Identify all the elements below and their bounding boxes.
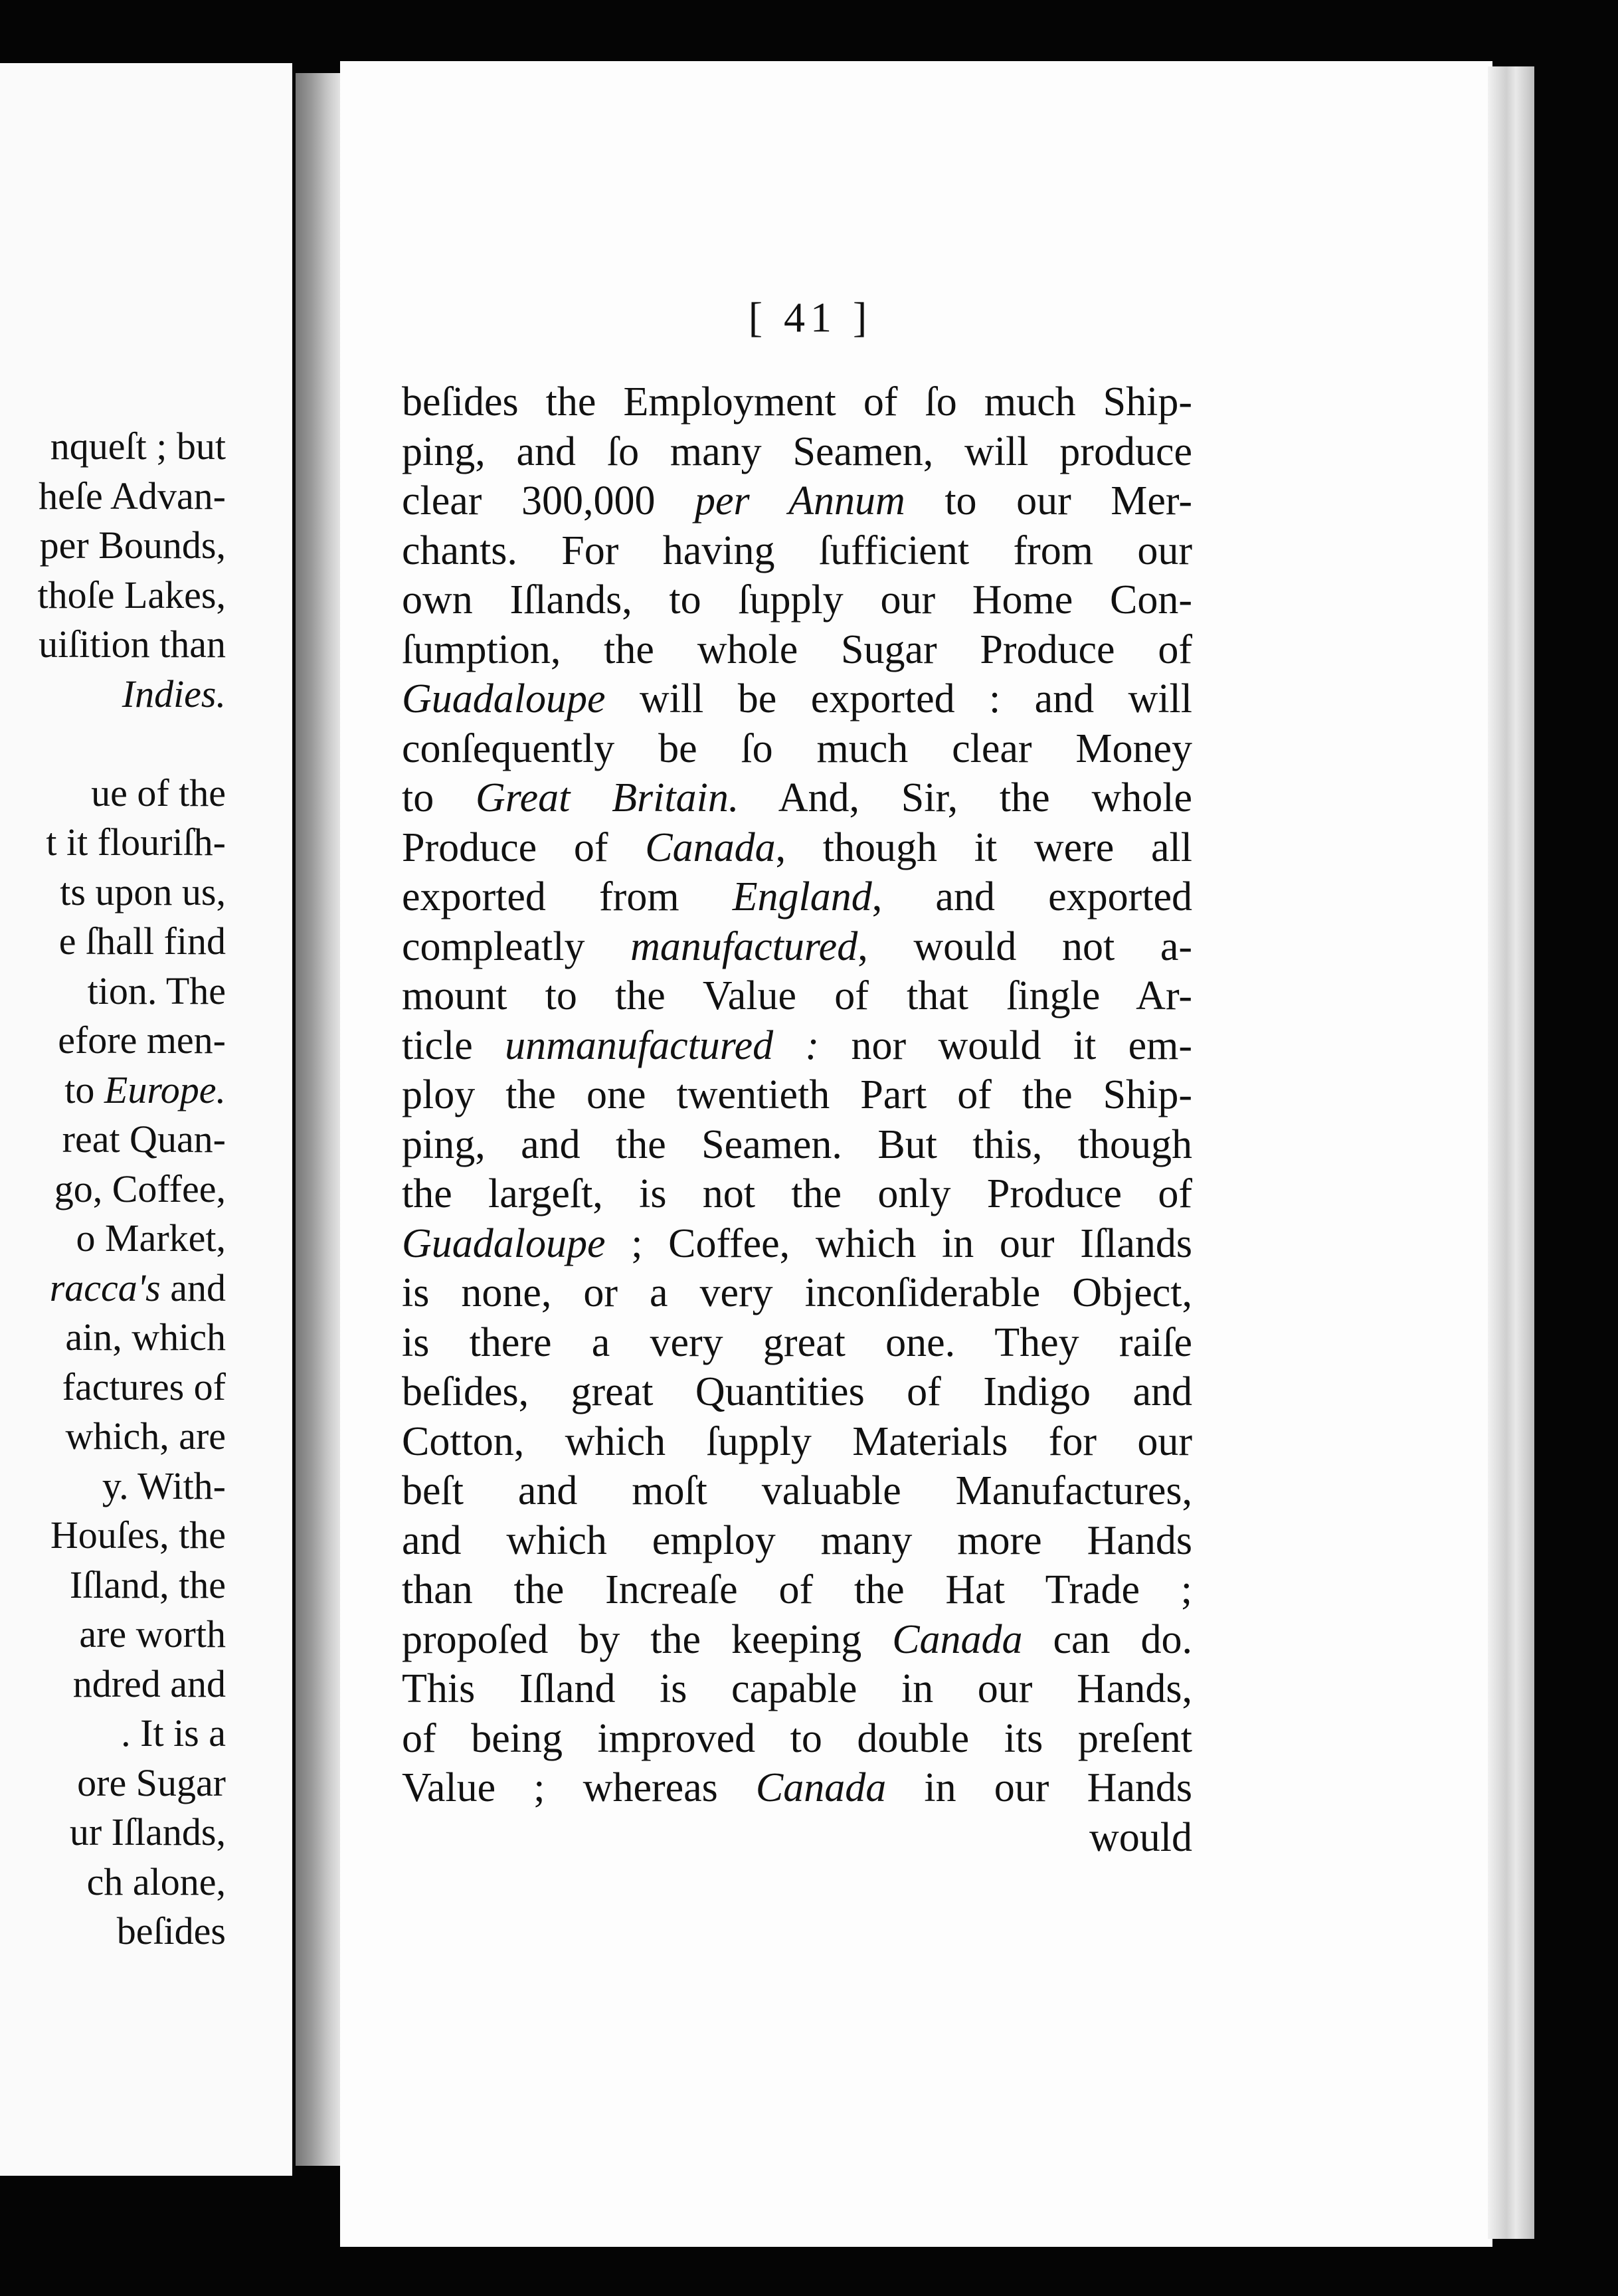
catchword: would [1089, 1814, 1192, 1860]
text-line: beſides the Employment of ſo much Ship- [402, 379, 1192, 425]
left-text-line: ndred and [72, 1662, 226, 1705]
text-line: clear 300,000 per Annum to our Mer- [402, 478, 1192, 524]
text-line: propoſed by the keeping Canada can do. [402, 1616, 1192, 1662]
left-text-line: ch alone, [86, 1860, 226, 1903]
left-text-line: are worth [79, 1612, 226, 1656]
left-text-line: ur Iſlands, [69, 1810, 226, 1854]
page-edges [1488, 66, 1534, 2239]
left-text-line: nqueſt ; but [50, 425, 226, 468]
text-line: and which employ many more Hands [402, 1517, 1192, 1563]
text-line: chants. For having ſufficient from our [402, 527, 1192, 573]
text-line: beſides, great Quantities of Indigo and [402, 1369, 1192, 1414]
text-line: beſt and moſt valuable Manufactures, [402, 1468, 1192, 1513]
left-text-line: ue of the [91, 771, 226, 814]
body-text [402, 377, 1192, 1862]
left-text-line: heſe Advan- [39, 474, 226, 518]
left-text-line: y. With- [102, 1464, 226, 1507]
left-text-line: t it flouriſh- [46, 820, 226, 864]
book-gutter [296, 73, 342, 2166]
left-text-line: ain, which [65, 1315, 226, 1359]
text-line: ploy the one twentieth Part of the Ship- [402, 1072, 1192, 1117]
left-text-line: beſides [116, 1909, 226, 1953]
left-text-line: racca's and [49, 1266, 226, 1309]
left-text-line: . It is a [121, 1711, 226, 1755]
text-line: exported from England, and exported [402, 874, 1192, 919]
text-line: is there a very great one. They raiſe [402, 1319, 1192, 1365]
left-text-line: tion. The [87, 969, 226, 1012]
left-text-line: uiſition than [39, 622, 226, 666]
left-text-line [0, 719, 226, 769]
left-text-line: e ſhall find [58, 919, 226, 963]
text-line: is none, or a very inconſiderable Object, [402, 1270, 1192, 1315]
left-text-line: ts upon us, [60, 870, 226, 913]
left-page-text [0, 422, 226, 1957]
text-line: Cotton, which ſupply Materials for our [402, 1418, 1192, 1464]
left-text-line: Indies. [122, 672, 226, 716]
text-line: ſumption, the whole Sugar Produce of [402, 626, 1192, 672]
text-line: of being improved to double its preſent [402, 1715, 1192, 1761]
left-text-line: Iſland, the [69, 1563, 226, 1606]
left-text-line: factures of [62, 1365, 226, 1408]
left-text-line: ore Sugar [77, 1761, 226, 1804]
page-number: [ 41 ] [748, 294, 873, 341]
text-line: This Iſland is capable in our Hands, [402, 1666, 1192, 1711]
text-line: conſequently be ſo much clear Money [402, 725, 1192, 771]
text-line: Value ; whereas Canada in our Hands [402, 1765, 1192, 1810]
text-line: ping, and ſo many Seamen, will produce [402, 429, 1192, 474]
text-line: ticle unmanufactured : nor would it em- [402, 1022, 1192, 1068]
text-line: ping, and the Seamen. But this, though [402, 1121, 1192, 1167]
left-text-line: reat Quan- [62, 1117, 226, 1161]
text-line: mount to the Value of that ſingle Ar- [402, 973, 1192, 1018]
left-text-line: thoſe Lakes, [37, 573, 226, 617]
left-text-line: per Bounds, [39, 524, 226, 567]
text-line: Produce of Canada, though it were all [402, 824, 1192, 870]
text-line: the largeſt, is not the only Produce of [402, 1171, 1192, 1216]
text-line: Guadaloupe will be exported : and will [402, 676, 1192, 721]
left-text-line: to Europe. [64, 1068, 226, 1111]
left-text-line: o Market, [76, 1216, 226, 1260]
left-text-line: which, are [65, 1414, 226, 1458]
text-line: than the Increaſe of the Hat Trade ; [402, 1567, 1192, 1612]
left-text-line: efore men- [58, 1018, 226, 1062]
left-page [0, 63, 292, 2176]
text-line: Guadaloupe ; Coffee, which in our Iſlands [402, 1220, 1192, 1266]
left-text-line: Houſes, the [50, 1513, 226, 1557]
text-line: own Iſlands, to ſupply our Home Con- [402, 577, 1192, 622]
text-line: to Great Britain. And, Sir, the whole [402, 775, 1192, 820]
left-text-line: go, Coffee, [54, 1167, 226, 1210]
text-line: compleatly manufactured, would not a- [402, 923, 1193, 969]
